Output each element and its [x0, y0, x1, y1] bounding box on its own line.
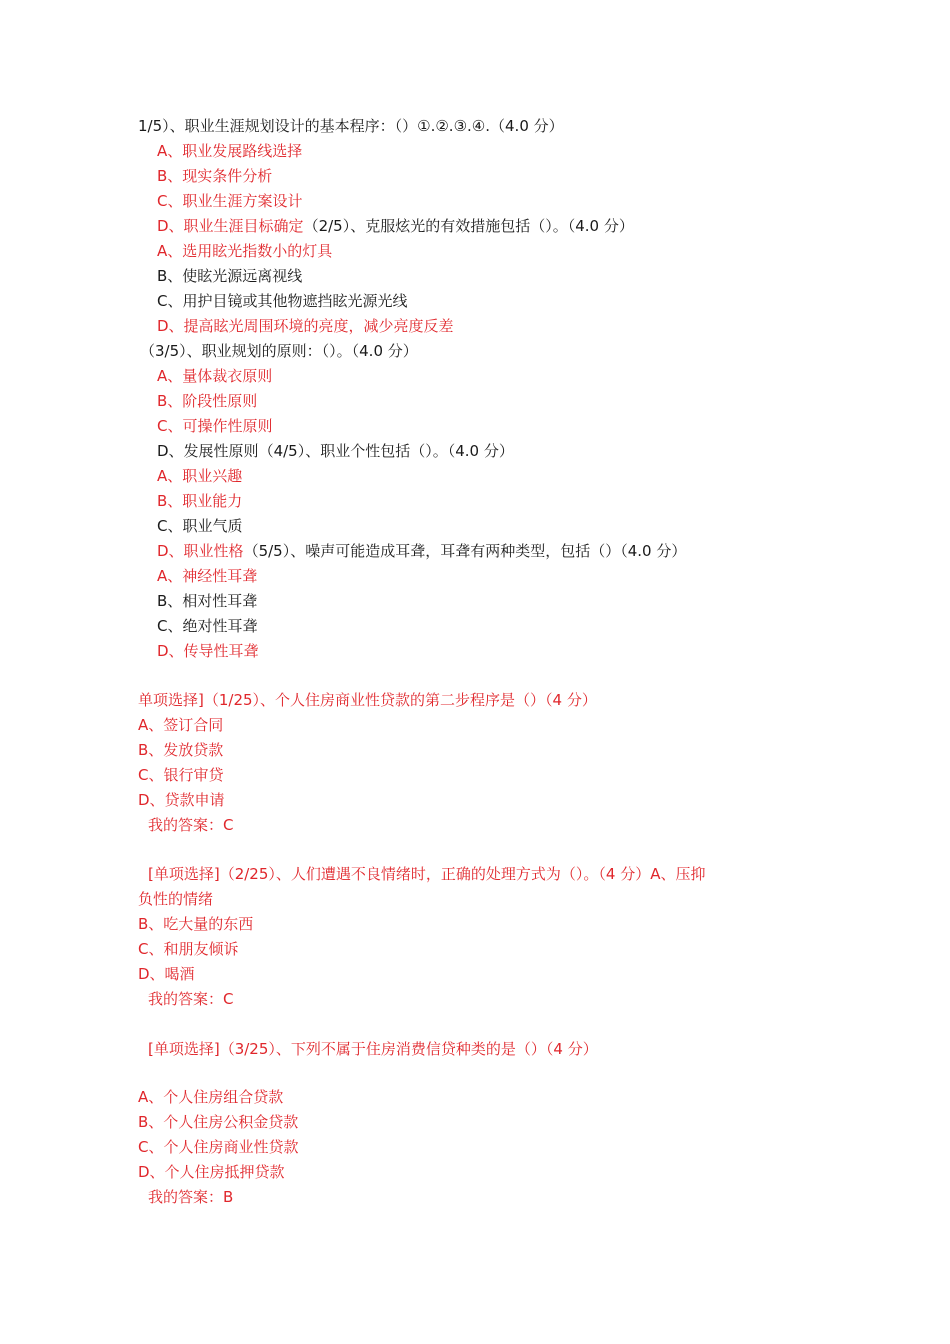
option-d-with-question-2	[157, 214, 634, 239]
option-d: D、职业性格	[157, 542, 244, 560]
question-2-25: [单项选择]（2/25）、人们遭遇不良情绪时，正确的处理方式为（）。（4 分）A、压抑	[148, 865, 706, 883]
option-c: C、用护目镜或其他物遮挡眩光源光线	[157, 292, 408, 310]
option-c: C、职业生涯方案设计	[157, 192, 303, 210]
option-b: B、发放贷款	[138, 741, 224, 759]
question-3-5: （3/5）、职业规划的原则：（）。（4.0 分）	[140, 342, 418, 360]
option-b: B、现实条件分析	[157, 167, 273, 185]
option-a: A、选用眩光指数小的灯具	[157, 242, 333, 260]
option-c: C、个人住房商业性贷款	[138, 1138, 299, 1156]
option-b: B、阶段性原则	[157, 392, 258, 410]
option-d-with-question-4	[157, 439, 514, 464]
option-b: B、相对性耳聋	[157, 592, 258, 610]
question-2-5: （2/5）、克服炫光的有效措施包括（）。（4.0 分）	[303, 217, 634, 235]
option-c: C、和朋友倾诉	[138, 940, 239, 958]
option-a: A、个人住房组合贷款	[138, 1088, 284, 1106]
option-b: B、职业能力	[157, 492, 243, 510]
option-d: D、个人住房抵押贷款	[138, 1163, 285, 1181]
question-4-5: （4/5）、职业个性包括（）。（4.0 分）	[258, 442, 514, 460]
option-a: A、签订合同	[138, 716, 224, 734]
option-a: A、量体裁衣原则	[157, 367, 273, 385]
question-3-25: [单项选择]（3/25）、下列不属于住房消费信贷种类的是（）（4 分）	[148, 1040, 598, 1058]
option-d: D、发展性原则	[157, 442, 259, 460]
option-b: B、吃大量的东西	[138, 915, 254, 933]
option-a: A、职业发展路线选择	[157, 142, 303, 160]
question-1-5: 1/5）、职业生涯规划设计的基本程序：（）①.②.③.④.（4.0 分）	[138, 117, 564, 135]
option-d: D、传导性耳聋	[157, 642, 259, 660]
option-b: B、使眩光源远离视线	[157, 267, 303, 285]
question-5-5: （5/5）、噪声可能造成耳聋，耳聋有两种类型，包括（）（4.0 分）	[243, 542, 687, 560]
option-c: C、银行审贷	[138, 766, 224, 784]
my-answer: 我的答案：C	[148, 816, 234, 834]
option-d: D、贷款申请	[138, 791, 225, 809]
option-b: B、个人住房公积金贷款	[138, 1113, 299, 1131]
option-d: D、喝酒	[138, 965, 195, 983]
option-a: A、职业兴趣	[157, 467, 243, 485]
option-d-with-question-5	[157, 539, 686, 564]
option-c: C、职业气质	[157, 517, 243, 535]
option-c: C、绝对性耳聋	[157, 617, 258, 635]
option-d: D、职业生涯目标确定	[157, 217, 304, 235]
option-c: C、可操作性原则	[157, 417, 273, 435]
my-answer: 我的答案：C	[148, 990, 234, 1008]
option-a: A、神经性耳聋	[157, 567, 258, 585]
question-2-25-continued: 负性的情绪	[138, 890, 214, 908]
my-answer: 我的答案：B	[148, 1188, 234, 1206]
option-d: D、提高眩光周围环境的亮度，减少亮度反差	[157, 317, 454, 335]
question-1-25: 单项选择]（1/25）、个人住房商业性贷款的第二步程序是（）（4 分）	[138, 691, 597, 709]
